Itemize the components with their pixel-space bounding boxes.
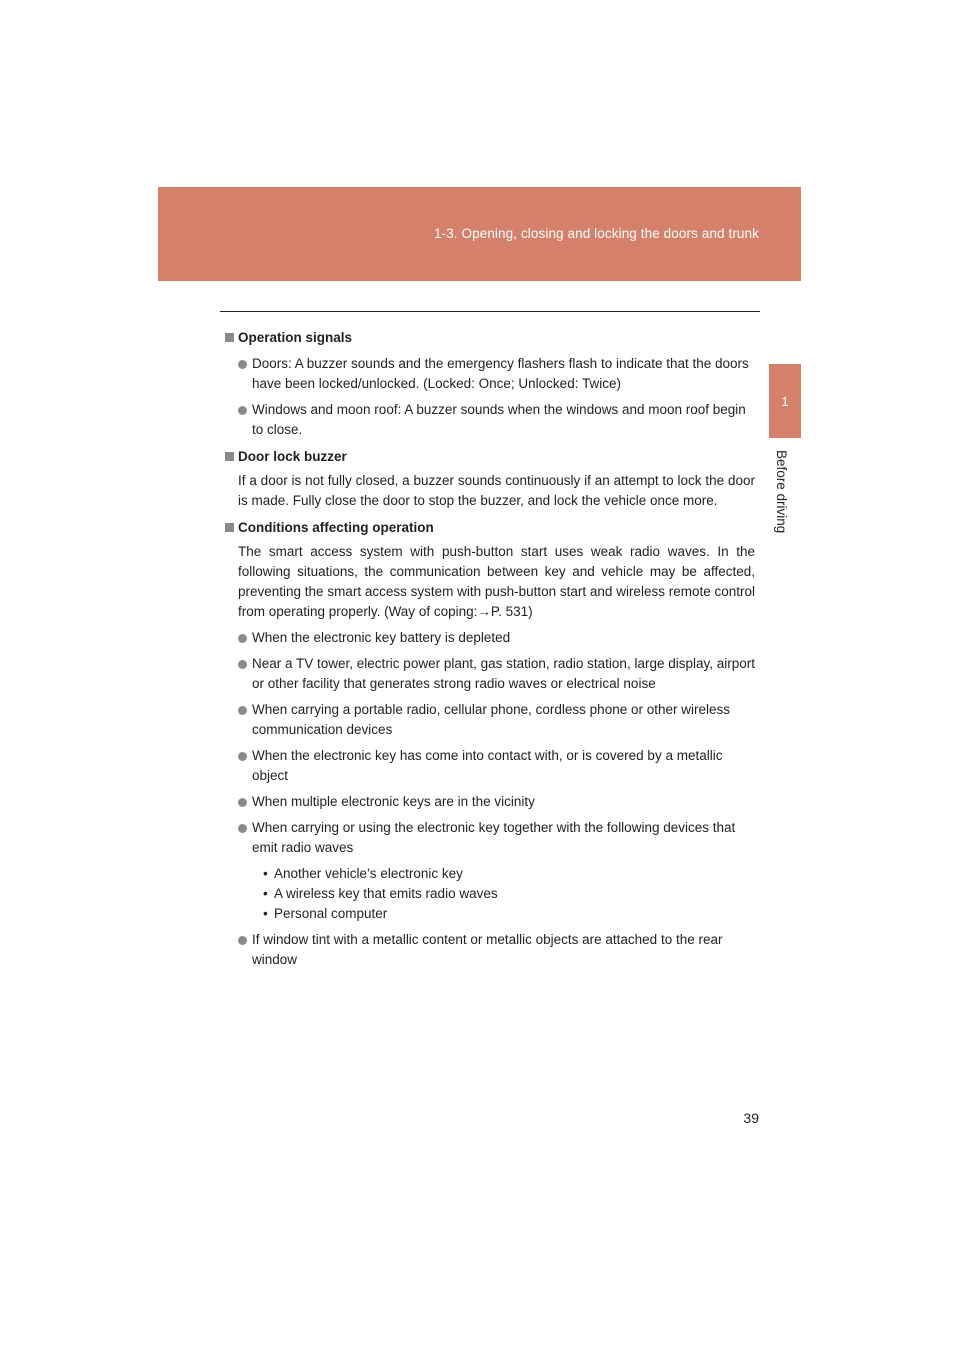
circle-bullet-icon: [238, 406, 247, 415]
chapter-tab: [769, 364, 801, 438]
circle-bullet-icon: [238, 752, 247, 761]
square-bullet-icon: [225, 333, 234, 342]
circle-bullet-icon: [238, 660, 247, 669]
heading-operation-signals: Operation signals: [225, 328, 755, 348]
circle-bullet-icon: [238, 706, 247, 715]
page-content: [225, 328, 755, 970]
list-item: When the electronic key has come into contact with, or is covered by a metallic object: [225, 746, 755, 786]
heading-conditions: Conditions affecting operation: [225, 518, 755, 538]
chapter-label: Before driving: [774, 450, 789, 534]
list-item: Doors: A buzzer sounds and the emergency flashers flash to indicate that the doors have been locked/unlocked. (Locked: Once; Unlocked: Twice): [225, 354, 755, 394]
circle-bullet-icon: [238, 360, 247, 369]
dot-bullet-icon: •: [263, 906, 268, 921]
list-item: If window tint with a metallic content or metallic objects are attached to the rear window: [225, 930, 755, 970]
list-item: When the electronic key battery is depleted: [225, 628, 755, 648]
section-title: 1-3. Opening, closing and locking the doors and trunk: [433, 226, 759, 241]
square-bullet-icon: [225, 523, 234, 532]
sub-list-item: • Another vehicle’s electronic key: [263, 864, 755, 884]
chapter-number: 1: [781, 394, 789, 409]
header-rule: [220, 311, 760, 312]
page-number: 39: [743, 1110, 759, 1126]
paragraph-door-lock-buzzer: If a door is not fully closed, a buzzer sounds continuously if an attempt to lock the door is made. Fully close the door to stop the buzzer, and lock the vehicle once more.: [238, 473, 755, 508]
list-item: Near a TV tower, electric power plant, gas station, radio station, large display, airport or other facility that generates strong radio waves or electrical noise: [225, 654, 755, 694]
circle-bullet-icon: [238, 634, 247, 643]
circle-bullet-icon: [238, 798, 247, 807]
circle-bullet-icon: [238, 824, 247, 833]
list-item: When multiple electronic keys are in the vicinity: [225, 792, 755, 812]
list-item: When carrying a portable radio, cellular phone, cordless phone or other wireless communication devices: [225, 700, 755, 740]
list-item: When carrying or using the electronic key together with the following devices that emit radio waves: [225, 818, 755, 858]
chapter-header-band: [158, 187, 801, 281]
sub-list-item: • Personal computer: [263, 904, 755, 924]
sub-list-item: • A wireless key that emits radio waves: [263, 884, 755, 904]
dot-bullet-icon: •: [263, 866, 268, 881]
heading-door-lock-buzzer: Door lock buzzer: [225, 447, 755, 467]
dot-bullet-icon: •: [263, 886, 268, 901]
sub-list: [225, 864, 755, 924]
list-item: Windows and moon roof: A buzzer sounds when the windows and moon roof begin to close.: [225, 400, 755, 440]
circle-bullet-icon: [238, 936, 247, 945]
square-bullet-icon: [225, 452, 234, 461]
paragraph-conditions: The smart access system with push-button start uses weak radio waves. In the following situations, the communication between key and vehicle may be affected, preventing the smart access system with push-button start and wireless remote control from operating properly. (Way of coping:→P. 531): [238, 544, 755, 619]
